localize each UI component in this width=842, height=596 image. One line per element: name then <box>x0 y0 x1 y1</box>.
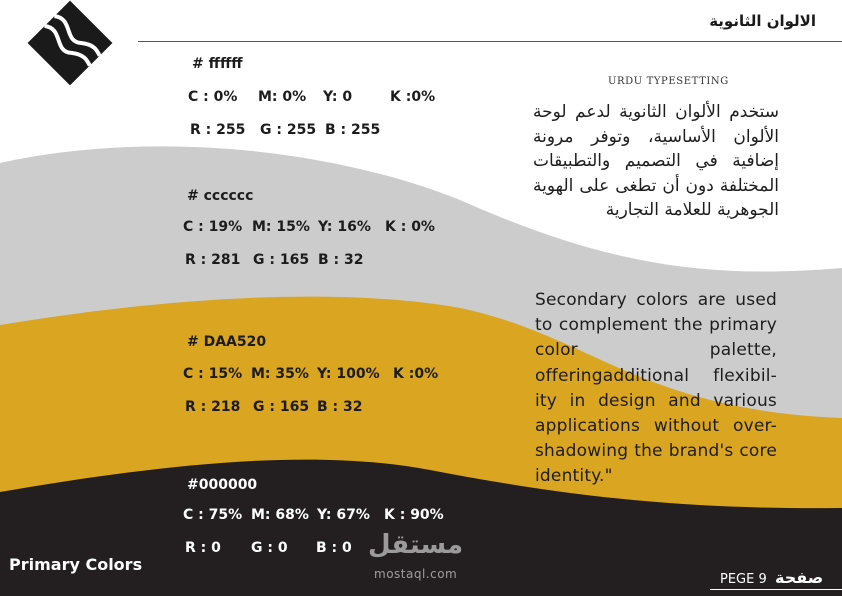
rgb-g: G : 165 <box>253 399 310 415</box>
rgb-r: R : 255 <box>190 122 246 138</box>
cmyk-k: K : 0% <box>385 219 435 235</box>
urdu-typesetting-label: URDU TYPESETTING <box>608 76 729 87</box>
cmyk-c: C : 0% <box>188 89 238 105</box>
logo-icon <box>28 1 113 86</box>
cmyk-c: C : 19% <box>183 219 243 235</box>
rgb-b: B : 32 <box>318 252 364 268</box>
section-title: الالوان الثانوية <box>709 12 816 30</box>
rgb-r: R : 218 <box>185 399 241 415</box>
cmyk-k: K : 90% <box>384 507 444 523</box>
cmyk-y: Y: 16% <box>318 219 371 235</box>
page-word: صفحة <box>775 568 824 587</box>
english-description: Secondary colors are used to complement the primary color palette, offeringadditional flexibil-ity in design and various applications without over-shadowing the brand's core identity." <box>535 290 777 487</box>
rgb-b: B : 255 <box>325 122 381 138</box>
rgb-g: G : 165 <box>253 252 310 268</box>
hex-code: #000000 <box>187 477 258 493</box>
rgb-r: R : 281 <box>185 252 241 268</box>
watermark-url: mostaql.com <box>374 567 458 581</box>
cmyk-k: K :0% <box>393 366 439 382</box>
watermark-arabic: مستقل <box>368 530 464 560</box>
cmyk-m: M: 68% <box>251 507 309 523</box>
hex-code: # ffffff <box>192 56 243 72</box>
primary-colors-label: Primary Colors <box>9 555 143 574</box>
hex-code: # DAA520 <box>187 334 267 350</box>
cmyk-y: Y: 67% <box>317 507 370 523</box>
arabic-description: ستخدم الألوان الثانوية لدعم لوحة الألوان الأساسية، وتوفر مرونة إضافية في التصميم والتطبيقات المختلفة دون أن تطغى على الهوية الجوهرية للعلامة التجارية <box>533 102 779 220</box>
cmyk-y: Y: 0 <box>323 89 353 105</box>
page-number: PEGE 9 <box>720 572 767 587</box>
cmyk-c: C : 15% <box>183 366 243 382</box>
cmyk-m: M: 35% <box>251 366 309 382</box>
rgb-b: B : 32 <box>317 399 363 415</box>
footer-divider <box>710 589 842 590</box>
cmyk-y: Y: 100% <box>317 366 380 382</box>
header-divider <box>138 41 842 42</box>
rgb-b: B : 0 <box>316 540 352 556</box>
cmyk-c: C : 75% <box>183 507 243 523</box>
cmyk-m: M: 15% <box>252 219 310 235</box>
cmyk-m: M: 0% <box>258 89 307 105</box>
rgb-g: G : 0 <box>251 540 288 556</box>
rgb-r: R : 0 <box>185 540 221 556</box>
rgb-g: G : 255 <box>260 122 317 138</box>
cmyk-k: K :0% <box>390 89 436 105</box>
hex-code: # cccccc <box>187 188 254 204</box>
